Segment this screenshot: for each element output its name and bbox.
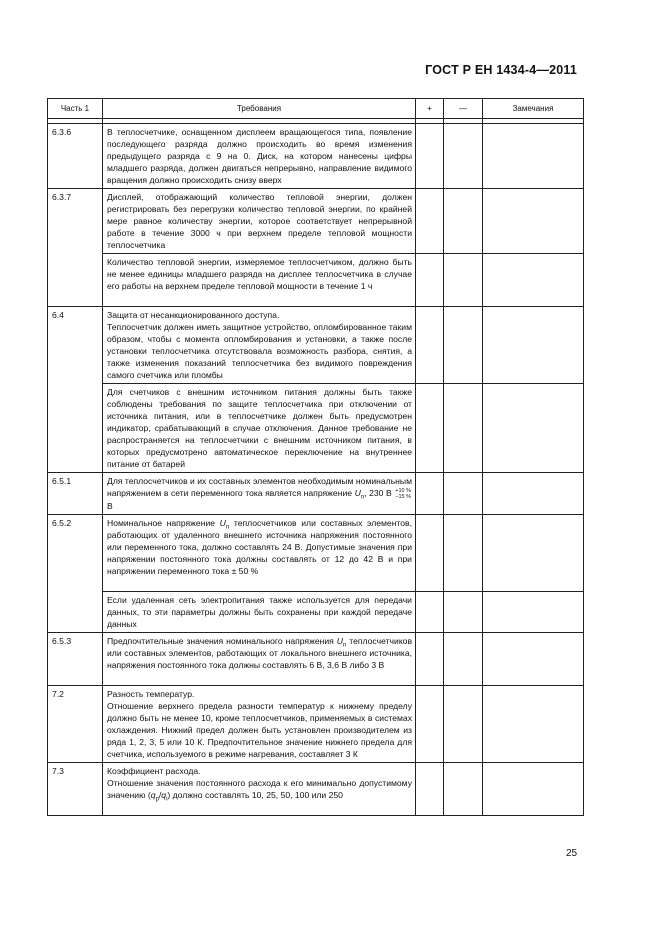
flow-symbol-p: q xyxy=(150,789,156,800)
plus-cell[interactable] xyxy=(416,591,444,632)
minus-cell[interactable] xyxy=(444,189,483,254)
plus-cell[interactable] xyxy=(416,762,444,815)
header-remarks: Замечания xyxy=(483,99,584,119)
row-text: Для счетчиков с внешним источником питания должны быть также соблюдены требования по защите теплосчетчика при отключении от источника питания, или в теплосчетчике должен быть предусмотрен индикатор, срабатывающий в случае отключения. Данное требование не распространяется на теплосчетчики с внешним источником питания, в которых предусмотрено автоматическое переключение на внутреннее питание от батарей xyxy=(103,384,416,473)
row-text: Если удаленная сеть электропитания также используется для передачи данных, то эти параметры должны быть сохранены при каждой передаче данных xyxy=(103,591,416,632)
voltage-symbol: U xyxy=(336,635,343,646)
plus-cell[interactable] xyxy=(416,307,444,384)
remarks-cell[interactable] xyxy=(483,762,584,815)
flow-subscript-p: p xyxy=(155,796,159,803)
row-body-cont: теплосчетчиков или составных элементов, работающих от удаленного внешнего источника напряжения постоянного или переменного тока, должно составлять 24 В. Допустимые значения при напряжении постоянного тока должны составлять от 12 до 42 В и при напряжении переменного тока ± 50 % xyxy=(107,517,413,576)
table-row xyxy=(48,124,584,189)
minus-cell[interactable] xyxy=(444,473,483,515)
row-body xyxy=(107,777,412,801)
header-part: Часть 1 xyxy=(48,99,103,119)
flow-subscript-i: i xyxy=(166,796,168,803)
minus-cell[interactable] xyxy=(444,685,483,762)
row-number: 6.5.2 xyxy=(48,514,103,632)
minus-cell[interactable] xyxy=(444,307,483,384)
remarks-cell[interactable] xyxy=(483,591,584,632)
row-body: Отношение верхнего предела разности температур к нижнему пределу должно быть не менее 10, кроме теплосчетчиков, применяемых в системах охлаждения. Нижний предел должен быть установлен производителем из ряда 1, 2, 3, 5 или 10 К. Предпочтительное значение нижнего предела для счетчика, используемого в режиме нагревания, составляет 3 К xyxy=(107,700,412,759)
header-plus: + xyxy=(416,99,444,119)
remarks-cell[interactable] xyxy=(483,384,584,473)
table-row xyxy=(48,254,584,307)
table-header-row xyxy=(48,99,584,119)
remarks-cell[interactable] xyxy=(483,473,584,515)
plus-cell[interactable] xyxy=(416,473,444,515)
plus-cell[interactable] xyxy=(416,254,444,307)
table-row xyxy=(48,473,584,515)
table-row xyxy=(48,307,584,384)
row-number: 6.5.1 xyxy=(48,473,103,515)
row-number: 6.3.7 xyxy=(48,189,103,307)
voltage-subscript: n xyxy=(225,524,230,531)
voltage-subscript: n xyxy=(360,494,365,501)
row-body-cont: теплосчетчиков или составных элементов, работающих от локального внешнего источника, напряжения постоянного тока должны составлять 6 В, 3,6 В либо 3 В xyxy=(107,635,413,670)
minus-cell[interactable] xyxy=(444,124,483,189)
row-number: 7.3 xyxy=(48,762,103,815)
table-row xyxy=(48,685,584,762)
row-number: 6.4 xyxy=(48,307,103,473)
remarks-cell[interactable] xyxy=(483,124,584,189)
table-row xyxy=(48,189,584,254)
row-number: 6.5.3 xyxy=(48,632,103,685)
table-row xyxy=(48,591,584,632)
remarks-cell[interactable] xyxy=(483,514,584,591)
remarks-cell[interactable] xyxy=(483,189,584,254)
remarks-cell[interactable] xyxy=(483,685,584,762)
row-text xyxy=(103,473,416,515)
table-row xyxy=(48,762,584,815)
minus-cell[interactable] xyxy=(444,632,483,685)
row-heading: Коэффициент расхода. xyxy=(107,765,201,776)
plus-cell[interactable] xyxy=(416,685,444,762)
table-row xyxy=(48,514,584,591)
plus-cell[interactable] xyxy=(416,124,444,189)
remarks-cell[interactable] xyxy=(483,632,584,685)
tolerance-minus: −15 % xyxy=(395,493,412,500)
minus-cell[interactable] xyxy=(444,384,483,473)
row-heading: Разность температур. xyxy=(107,688,195,699)
minus-cell[interactable] xyxy=(444,254,483,307)
row-text: В теплосчетчике, оснащенном дисплеем вращающегося типа, появление последующего разряда должно происходить во время изменения предыдущего разряда с 9 на 0. Диск, на котором нанесены цифры младшего разряда, должен двигаться непрерывно, направление видимого вращения должно происходить снизу вверх xyxy=(103,124,416,189)
voltage-unit: В xyxy=(107,500,113,511)
voltage-tolerance xyxy=(395,488,411,500)
table-row xyxy=(48,384,584,473)
plus-cell[interactable] xyxy=(416,384,444,473)
row-text xyxy=(103,307,416,384)
row-text xyxy=(103,632,416,685)
plus-cell[interactable] xyxy=(416,514,444,591)
voltage-symbol: U xyxy=(354,488,361,498)
minus-cell[interactable] xyxy=(444,762,483,815)
page-number: 25 xyxy=(566,848,578,859)
flow-symbol-i: q xyxy=(161,789,167,800)
remarks-cell[interactable] xyxy=(483,254,584,307)
row-body: Номинальное напряжение xyxy=(107,517,216,528)
row-number: 7.2 xyxy=(48,685,103,762)
minus-cell[interactable] xyxy=(444,514,483,591)
header-minus: — xyxy=(444,99,483,119)
voltage-subscript: n xyxy=(342,642,347,649)
row-text xyxy=(103,762,416,815)
row-text xyxy=(103,685,416,762)
tolerance-plus: +10 % xyxy=(395,487,412,494)
row-text: Количество тепловой энергии, измеряемое теплосчетчиком, должно быть не менее единицы младшего разряда на дисплее теплосчетчика в случае его работы на верхнем пределе тепловой мощности в течение 1 ч xyxy=(103,254,416,307)
plus-cell[interactable] xyxy=(416,189,444,254)
flow-slash: / xyxy=(158,789,162,800)
row-heading: Защита от несанкционированного доступа. xyxy=(107,310,280,320)
document-code: ГОСТ Р ЕН 1434-4—2011 xyxy=(425,63,577,77)
minus-cell[interactable] xyxy=(444,591,483,632)
requirements-table xyxy=(47,98,584,816)
plus-cell[interactable] xyxy=(416,632,444,685)
row-number: 6.3.6 xyxy=(48,124,103,189)
row-text: Дисплей, отображающий количество тепловой энергии, должен регистрировать без перегрузки количество тепловой энергии, по крайней мере равное количеству энергии, которое соответствует непрерывной работе в течение 3000 ч при верхнем пределе тепловой мощности теплосчетчика xyxy=(103,189,416,254)
row-body-end: ) должно составлять 10, 25, 50, 100 или 250 xyxy=(167,789,343,800)
voltage-symbol: U xyxy=(219,517,226,528)
row-body: Предпочтительные значения номинального напряжения xyxy=(107,635,334,646)
remarks-cell[interactable] xyxy=(483,307,584,384)
table-row xyxy=(48,632,584,685)
row-body: Для теплосчетчиков и их составных элементов необходимым номинальным напряжением в сети переменного тока является напряжение xyxy=(107,476,412,498)
header-requirements: Требования xyxy=(103,99,416,119)
row-body: Теплосчетчик должен иметь защитное устройство, опломбированное таким образом, чтобы с момента опломбирования и установки, а также после установки теплосчетчика отсутствовала возможность разбора, снятия, а также изменения показаний теплосчетчика без видимого повреждения самого счетчика или пломбы xyxy=(107,322,412,380)
row-body-start: Отношение значения постоянного расхода к его минимально допустимому значению ( xyxy=(107,777,412,800)
row-text xyxy=(103,514,416,591)
voltage-value: , 230 В xyxy=(364,488,392,498)
